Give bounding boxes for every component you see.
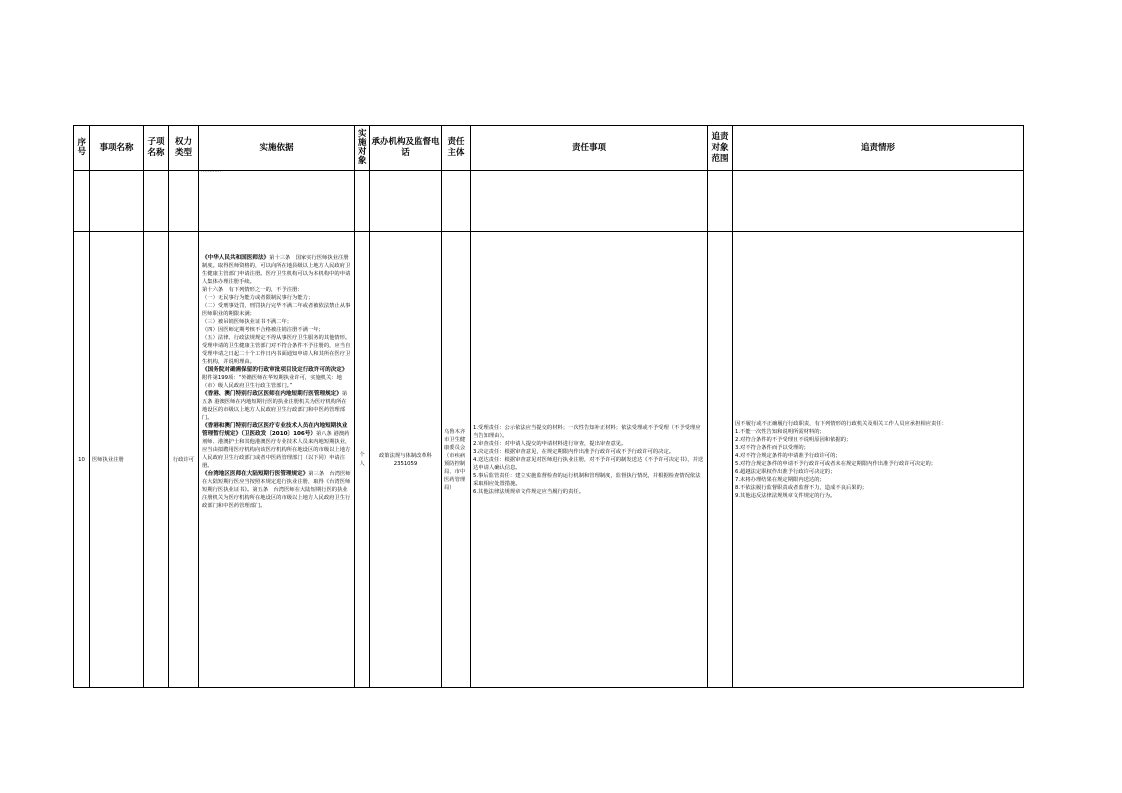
basis-text: 第十六条 有下列情形之一的，不予注册： <box>202 287 303 293</box>
row-power-type: 行政许可 <box>169 232 199 688</box>
header-basis: 实施依据 <box>199 126 355 171</box>
account-case-item: 3.对不符合条件而予以受理的； <box>735 444 809 451</box>
account-case-item: 4.对不符合规定条件的申请准予行政许可的； <box>735 452 841 459</box>
basis-paragraph <box>202 470 351 510</box>
cont-cell <box>708 171 733 232</box>
basis-text: （三）被吊销医师执业证书不满二年； <box>202 319 293 325</box>
cont-cell <box>355 171 370 232</box>
basis-paragraph <box>202 294 351 302</box>
law-title: 《香港、澳门特别行政区医师在内地短期行医管理规定》 <box>202 391 342 397</box>
duty-item: 1.受理责任：公示依法应当提交的材料；一次性告知补正材料；依法受理或不予受理（不予受理应当告知理由）。 <box>473 424 701 439</box>
duty-item: 3.决定责任：根据审查意见，在规定期限内作出准予行政许可或不予行政许可的决定。 <box>473 448 675 455</box>
row-sub-name <box>144 232 169 688</box>
header-duty: 责任事项 <box>471 126 708 171</box>
cut-text-fragment: ………… <box>201 168 221 174</box>
basis-text: 第八条 港澳药剂师、港澳护士和其他港澳医疗专业技术人员来内地短期执业，应当由拟聘用医疗机构向该医疗机构所在地设区的市级以上地方人民政府卫生行政部门或者中医药管理部门（以下同）申请注册。 <box>202 431 351 469</box>
cont-cell <box>733 171 1024 232</box>
law-title: 《国务院对确需保留的行政审批项目设定行政许可的决定》 <box>202 367 348 373</box>
row-account-scope <box>708 232 733 688</box>
basis-paragraph <box>202 422 351 470</box>
basis-text: 附件第199项：“外籍医师在华短期执业许可，实施机关：地（市）级人民政府卫生行政主管部门。” <box>202 375 342 389</box>
basis-paragraph <box>202 334 351 366</box>
header-item-name: 事项名称 <box>90 126 144 171</box>
basis-paragraph <box>202 286 351 294</box>
law-title: 《香港和澳门特别行政区医疗专业技术人员在内地短期执业管理暂行规定》（卫医政发〔2010〕106号） <box>202 423 348 437</box>
duty-list-table <box>73 125 1024 688</box>
account-case-item: 5.对符合规定条件的申请不予行政许可或者未在规定期限内作出准予行政许可决定的； <box>735 460 937 467</box>
duty-item: 5.事后监管责任：建立实施监督检查的运行机制和管理制度，监督执行情况，并根据检查情况依法采取相应处置措施。 <box>473 472 701 487</box>
basis-text: 第五条 港澳医师在内地短期行医的执业注册机关为医疗机构所在地设区的市级以上地方人民政府卫生行政部门和中医药管理部门。 <box>202 391 348 421</box>
row-seq: 10 <box>74 232 90 688</box>
header-sub-name: 子项名称 <box>144 126 169 171</box>
header-power-type: 权力类型 <box>169 126 199 171</box>
row-account-case <box>733 232 1024 688</box>
row-item-name: 医师执业注册 <box>90 232 144 688</box>
account-case-item: 9.其他违反法律法规规章文件规定的行为。 <box>735 492 836 499</box>
law-title: 《台湾地区医师在大陆短期行医管理规定》 <box>202 471 309 477</box>
header-account-scope: 追责对象范围 <box>708 126 733 171</box>
row-agency: 政策法规与体制改革科2351059 <box>370 232 442 688</box>
basis-text: 第三条 台湾医师在大陆短期行医应当按照本规定进行执业注册，取得《台湾医师短期行医执业证书》。第五条 台湾医师在大陆短期行医的执业注册机关为医疗机构所在地设区的市级以上地方人民政府卫生行政部门和中医药管理部门。 <box>202 471 351 509</box>
basis-paragraph <box>202 254 351 286</box>
cont-cell <box>74 171 90 232</box>
account-case-item: 因不履行或不正确履行行政职责，有下列情形的行政机关及相关工作人员应承担相应责任： <box>735 420 947 427</box>
cont-cell-basis <box>199 168 355 232</box>
duty-item: 4.送达责任：根据审查意见对医师进行执业注册，对不予许可的制发送达《不予许可决定书》，并送达申请人确认信息。 <box>473 456 704 471</box>
account-case-item: 1.不能一次性告知和说明所需材料的； <box>735 428 825 435</box>
account-case-item: 2.对符合条件的不予受理且不说明原因和依据的； <box>735 436 852 443</box>
row-duty <box>471 232 708 688</box>
account-case-list <box>735 420 1021 500</box>
header-target: 实施对象 <box>355 126 370 171</box>
basis-text: 第十三条 国家实行医师执业注册制度。取得医师资格的，可以向所在地县级以上地方人民政府卫生健康主管部门申请注册。医疗卫生机构可以为本机构中的申请人集体办理注册手续。 <box>202 255 351 285</box>
header-subject: 责任主体 <box>442 126 471 171</box>
header-row <box>74 126 1024 171</box>
duty-list <box>473 424 705 496</box>
continued-row <box>74 171 1024 232</box>
row-subject: 乌鲁木齐市卫生健康委员会（市疾病预防控制局、市中医药管理局） <box>442 232 471 688</box>
basis-text: （四）因医师定期考核不合格被注销注册不满一年； <box>202 327 324 333</box>
account-case-item: 8.不依法履行监督职责或者监督不力，造成不良后果的； <box>735 484 868 491</box>
duty-item: 6.其他法律法规规章文件规定应当履行的责任。 <box>473 488 584 495</box>
basis-text: （二）受刑事处罚，刑罚执行完毕不满二年或者被依法禁止从事医师职业的期限未满； <box>202 303 351 317</box>
table-row <box>74 232 1024 688</box>
basis-text: （五）法律、行政法规规定不得从事医疗卫生服务的其他情形。受理申请的卫生健康主管部门对不符合条件不予注册的，应当自受理申请之日起二十个工作日内书面通知申请人和其所在医疗卫生机构，并说明理由。 <box>202 335 351 365</box>
basis-paragraph <box>202 366 351 390</box>
cont-cell <box>370 171 442 232</box>
header-seq: 序号 <box>74 126 90 171</box>
cont-cell <box>442 171 471 232</box>
basis-paragraph <box>202 302 351 318</box>
header-agency: 承办机构及监督电话 <box>370 126 442 171</box>
law-title: 《中华人民共和国医师法》 <box>202 255 270 261</box>
row-target: 个人 <box>355 232 370 688</box>
basis-text: （一）无民事行为能力或者限制民事行为能力； <box>202 295 314 301</box>
basis-paragraph <box>202 318 351 326</box>
cont-cell <box>90 171 144 232</box>
account-case-item: 6.超越法定职权作出准予行政许可决定的； <box>735 468 836 475</box>
header-account-case: 追责情形 <box>733 126 1024 171</box>
cont-cell <box>144 171 169 232</box>
cont-cell <box>169 171 199 232</box>
basis-paragraph <box>202 326 351 334</box>
basis-paragraph <box>202 390 351 422</box>
cont-cell <box>471 171 708 232</box>
account-case-item: 7.未将办理结果在规定期限内送达的； <box>735 476 825 483</box>
duty-item: 2.审查责任：对申请人提交的申请材料进行审查，提出审查意见。 <box>473 440 627 447</box>
basis-list <box>202 254 351 510</box>
row-basis <box>199 232 355 688</box>
